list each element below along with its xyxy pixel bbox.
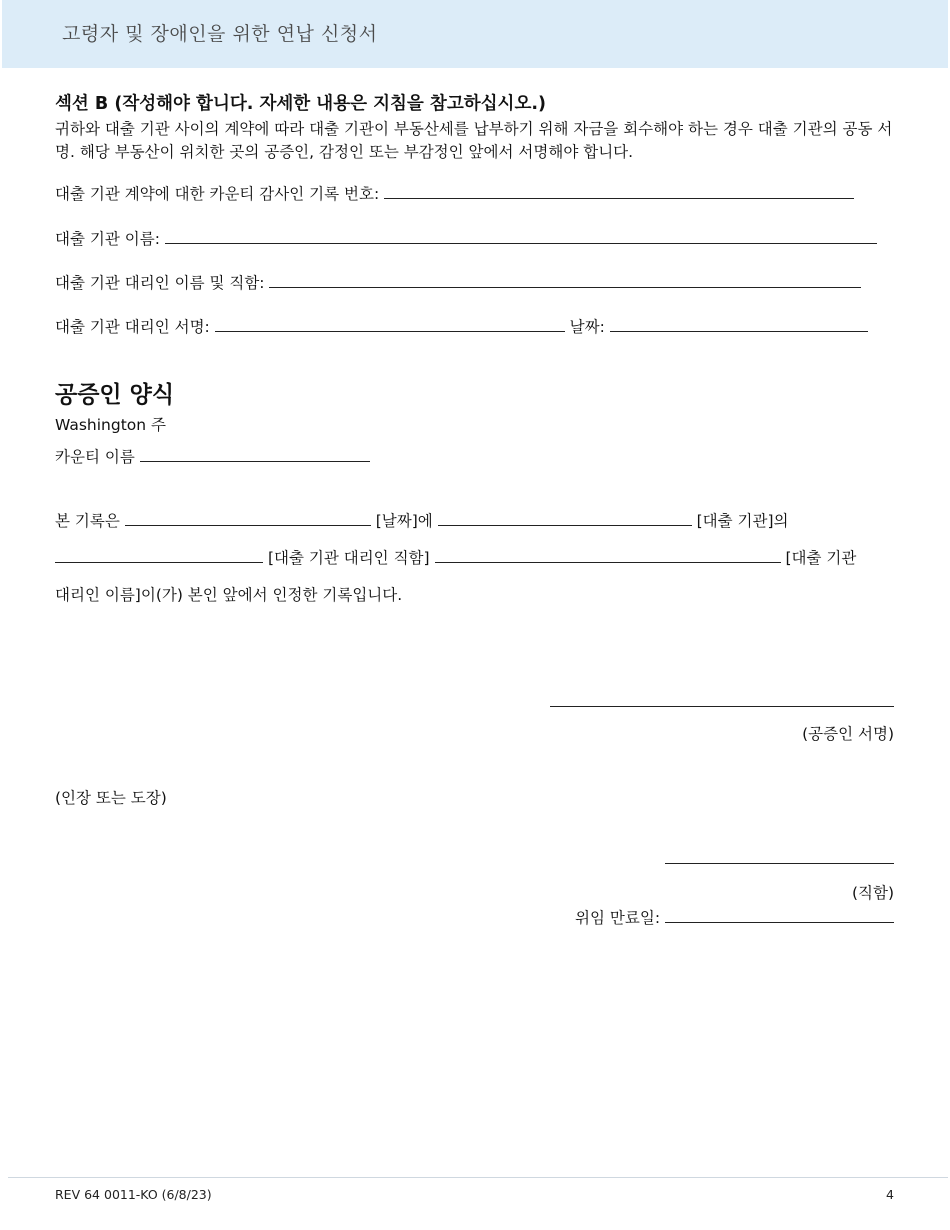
statement-date-label: [날짜]에 (375, 512, 433, 530)
county-label: 카운티 이름 (55, 448, 135, 466)
statement-lender-label: [대출 기관]의 (696, 512, 789, 530)
notary-signature-line (550, 691, 894, 711)
commission-field[interactable] (665, 907, 894, 923)
county-field[interactable] (140, 446, 370, 462)
lender-name-row (55, 227, 877, 249)
section-b-title: 섹션 B (작성해야 합니다. 자세한 내용은 지침을 참고하십시오.) (55, 94, 546, 114)
statement-agent-name-field[interactable] (435, 547, 781, 563)
statement-lender-field[interactable] (438, 510, 692, 526)
statement-agent-title-label: [대출 기관 대리인 직함] (267, 549, 430, 567)
agent-name-title-field[interactable] (269, 272, 861, 288)
notary-signature-caption: (공증인 서명) (802, 725, 894, 743)
agent-name-title-label: 대출 기관 대리인 이름 및 직함: (55, 274, 265, 292)
statement-agent-name-label: [대출 기관 (785, 549, 857, 567)
notary-signature-field[interactable] (550, 691, 894, 707)
record-number-field[interactable] (384, 183, 854, 199)
title-line (665, 848, 894, 868)
title-field[interactable] (665, 848, 894, 864)
footer-divider (8, 1177, 948, 1178)
record-number-label: 대출 기관 계약에 대한 카운티 감사인 기록 번호: (55, 185, 380, 203)
statement-agent-title-field[interactable] (55, 547, 263, 563)
form-title: 고령자 및 장애인을 위한 연납 신청서 (62, 23, 378, 45)
revision-code: REV 64 0011-KO (6/8/23) (55, 1187, 212, 1202)
seal-caption: (인장 또는 도장) (55, 789, 167, 807)
county-row (55, 445, 370, 467)
lender-name-field[interactable] (165, 228, 877, 244)
statement-part1: 본 기록은 (55, 512, 120, 530)
commission-label: 위임 만료일: (575, 909, 661, 927)
lender-name-label: 대출 기관 이름: (55, 230, 160, 248)
date-field[interactable] (610, 316, 868, 332)
commission-row (575, 906, 894, 928)
notary-form-title: 공증인 양식 (55, 382, 175, 408)
notary-statement-line1 (55, 509, 788, 531)
page-number: 4 (886, 1187, 894, 1202)
notary-statement-line2 (55, 546, 856, 568)
record-number-row (55, 182, 854, 204)
agent-signature-row (55, 315, 868, 337)
section-b-description: 귀하와 대출 기관 사이의 계약에 따라 대출 기관이 부동산세를 납부하기 위해 자금을 회수해야 하는 경우 대출 기관의 공동 서명. 해당 부동산이 위치한 곳의 공증인, 감정인 또는 부감정인 앞에서 서명해야 합니다. (55, 120, 893, 161)
notary-statement-line3: 대리인 이름]이(가) 본인 앞에서 인정한 기록입니다. (55, 586, 403, 604)
statement-date-field[interactable] (125, 510, 371, 526)
agent-signature-field[interactable] (215, 316, 565, 332)
title-caption: (직함) (851, 884, 894, 902)
date-label: 날짜: (569, 318, 605, 336)
page-header (2, 0, 948, 68)
agent-name-title-row (55, 271, 861, 293)
agent-signature-label: 대출 기관 대리인 서명: (55, 318, 210, 336)
notary-state: Washington 주 (55, 416, 166, 434)
